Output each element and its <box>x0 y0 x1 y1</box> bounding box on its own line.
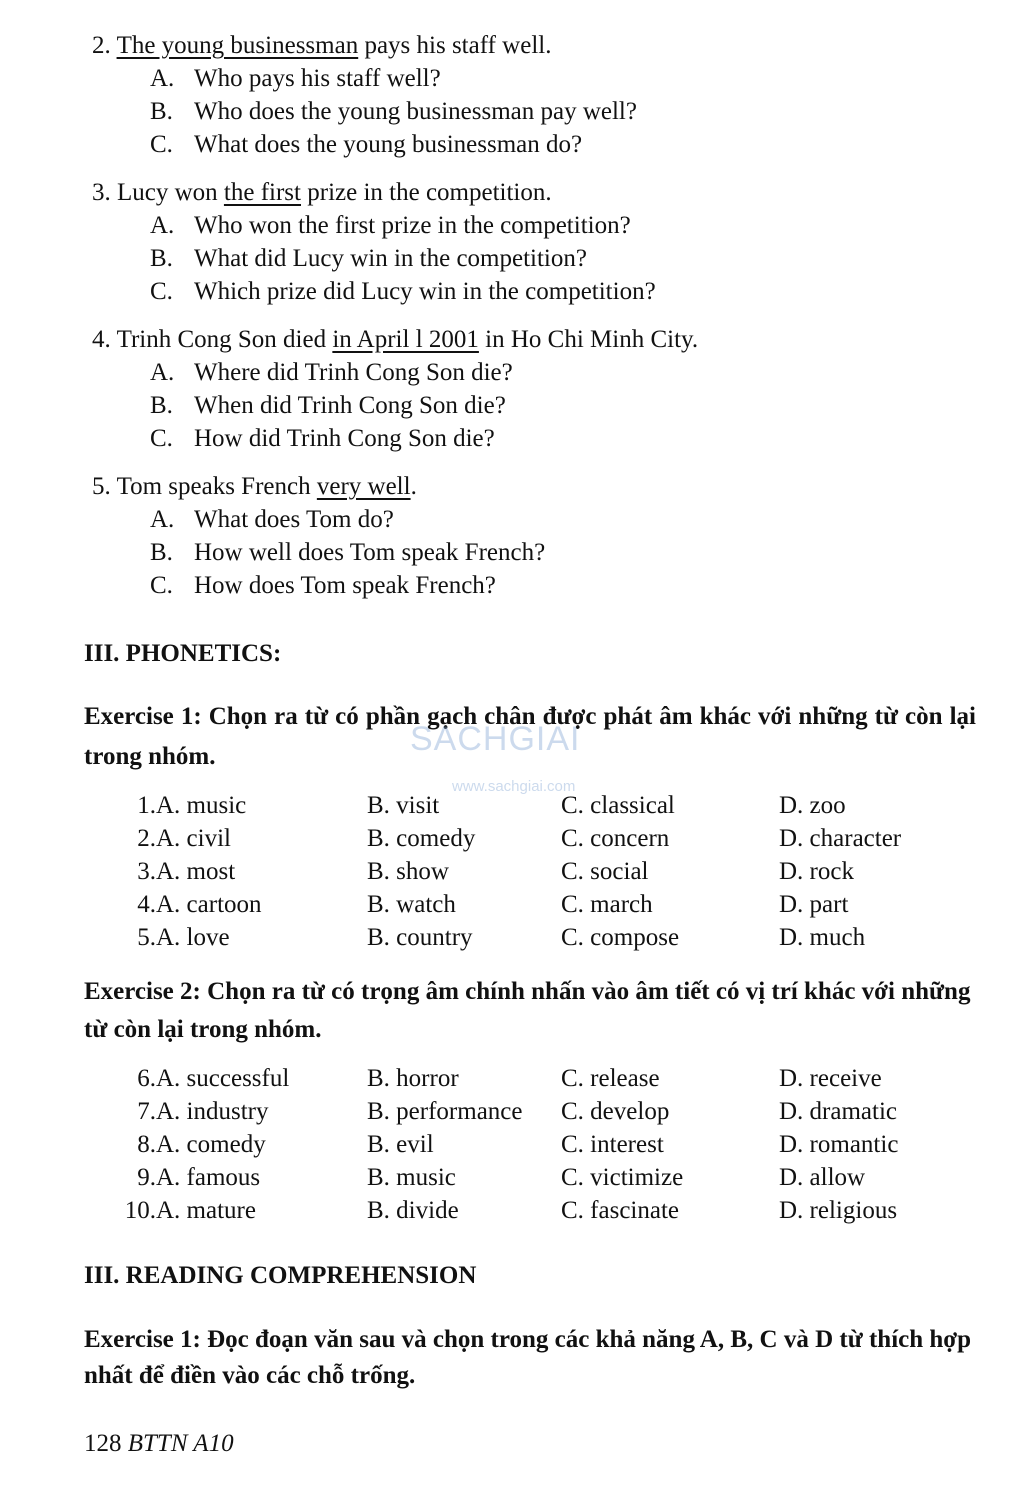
question-5-option-c: C. How does Tom speak French? <box>150 572 496 599</box>
exercise-1-row: 5. A. love B. country C. compose D. much <box>137 924 866 951</box>
exercise-1-row: 1. A. music B. visit C. classical D. zoo <box>137 792 846 819</box>
underlined-part: the first <box>223 179 301 206</box>
exercise-2-instruction: Exercise 2: Chọn ra từ có trọng âm chính nhấn vào âm tiết có vị trí khác với những từ còn lại trong nhóm. <box>84 978 971 1043</box>
watermark-url: www.sachgiai.com <box>452 778 576 795</box>
page-number: 128 <box>84 1430 122 1457</box>
question-3-option-a: A. Who won the first prize in the competition? <box>150 212 631 239</box>
question-3-option-b: B. What did Lucy win in the competition? <box>150 245 587 272</box>
question-4-option-a: A. Where did Trinh Cong Son die? <box>150 359 513 386</box>
phonetics-heading: III. PHONETICS: <box>84 640 282 667</box>
underlined-part: in April l 2001 <box>332 326 479 353</box>
page-footer <box>84 1430 234 1458</box>
exercise-2-row: 9. A. famous B. music C. victimize D. allow <box>137 1164 866 1191</box>
exercise-2-row: 10. A. mature B. divide C. fascinate D. religious <box>124 1197 898 1224</box>
question-4-option-b: B. When did Trinh Cong Son die? <box>150 392 506 419</box>
watermark-logo: SACHGIAI <box>410 720 581 758</box>
exercise-2-row: 6. A. successful B. horror C. release D. receive <box>137 1065 882 1092</box>
underlined-part: very well <box>316 473 411 500</box>
question-2-option-b: B. Who does the young businessman pay well? <box>150 98 637 125</box>
question-2-option-c: C. What does the young businessman do? <box>150 131 583 158</box>
question-2-option-a: A. Who pays his staff well? <box>150 65 441 92</box>
question-3-stem: 3. Lucy won the first prize in the competition. <box>92 179 552 206</box>
question-4-stem: 4. Trinh Cong Son died in April l 2001 in Ho Chi Minh City. <box>92 326 699 353</box>
question-4-option-c: C. How did Trinh Cong Son die? <box>150 425 495 452</box>
exercise-1-row: 2. A. civil B. comedy C. concern D. character <box>137 825 902 852</box>
question-3-option-c: C. Which prize did Lucy win in the competition? <box>150 278 656 305</box>
exercise-1-row: 4. A. cartoon B. watch C. march D. part <box>137 891 849 918</box>
question-2-stem: 2. The young businessman pays his staff well. <box>92 32 552 59</box>
underlined-part: The young businessman <box>116 32 359 59</box>
exercise-1-row: 3. A. most B. show C. social D. rock <box>137 858 854 885</box>
reading-exercise-1-instruction: Exercise 1: Đọc đoạn văn sau và chọn trong các khả năng A, B, C và D từ thích hợp nhất để điền vào các chỗ trống. <box>84 1326 972 1389</box>
question-5-option-b: B. How well does Tom speak French? <box>150 539 546 566</box>
question-5-stem: 5. Tom speaks French very well. <box>92 473 417 500</box>
question-5-option-a: A. What does Tom do? <box>150 506 394 533</box>
exercise-2-row: 7. A. industry B. performance C. develop D. dramatic <box>137 1098 898 1125</box>
exercise-1-instruction: Exercise 1: Chọn ra từ có phần gạch chân được phát âm khác với những từ còn lại trong nhóm. <box>84 703 976 770</box>
book-code: BTTN A10 <box>127 1430 234 1457</box>
exercise-2-row: 8. A. comedy B. evil C. interest D. romantic <box>137 1131 899 1158</box>
reading-heading: III. READING COMPREHENSION <box>84 1262 477 1289</box>
